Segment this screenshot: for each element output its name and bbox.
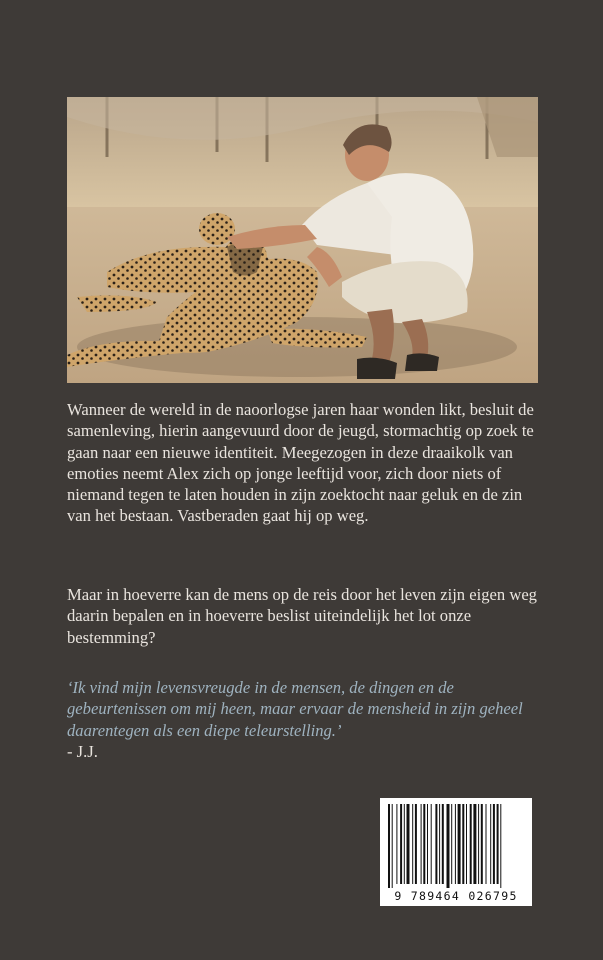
barcode-bar bbox=[481, 804, 483, 884]
barcode-bar bbox=[396, 804, 397, 884]
barcode-bar bbox=[493, 804, 495, 884]
barcode-bar bbox=[486, 804, 487, 884]
barcode-bar bbox=[423, 804, 425, 884]
barcode-bar bbox=[466, 804, 467, 884]
barcode-bar bbox=[490, 804, 491, 884]
barcode-bar bbox=[388, 804, 390, 888]
barcode-bar bbox=[458, 804, 461, 884]
barcode-bar bbox=[442, 804, 444, 884]
barcode-bar bbox=[497, 804, 499, 884]
barcode-bar bbox=[439, 804, 440, 884]
barcode-bar bbox=[455, 804, 456, 884]
barcode-bar bbox=[427, 804, 428, 884]
barcode-bar bbox=[404, 804, 405, 884]
barcode-bar bbox=[400, 804, 402, 884]
barcode-bar bbox=[407, 804, 410, 884]
barcode-bar bbox=[431, 804, 432, 884]
cover-photo bbox=[67, 97, 538, 383]
barcode-bar bbox=[473, 804, 476, 884]
isbn-barcode bbox=[380, 798, 532, 906]
barcode-bar bbox=[470, 804, 472, 884]
quote-attribution: - J.J. bbox=[67, 742, 98, 761]
blurb-paragraph-1: Wanneer de wereld in de naoorlogse jaren haar wonden likt, besluit de samenleving, hierin aangevuurd door de jeugd, stormachtig op zoek te gaan naar een nieuwe identiteit. Meegezogen in deze draaikolk van emoties neemt Alex zich op jonge leeftijd voor, zich door niets of niemand tegen te laten houden in zijn zoektocht naar geluk en de zin van het bestaan. Vastberaden gaat hij op weg. bbox=[67, 400, 534, 526]
barcode-bar bbox=[392, 804, 393, 888]
barcode-bars-icon bbox=[380, 798, 532, 888]
quote-text: ‘Ik vind mijn levensvreugde in de mensen, de dingen en de gebeurtenissen om mij heen, maar ervaar de mensheid in zijn geheel daarentegen als een diepe teleurstelling.’ bbox=[67, 678, 523, 740]
barcode-bar bbox=[500, 804, 501, 888]
barcode-bar bbox=[447, 804, 450, 888]
barcode-bar bbox=[462, 804, 464, 884]
barcode-bar bbox=[478, 804, 479, 884]
barcode-bar bbox=[412, 804, 413, 884]
barcode-bar bbox=[451, 804, 452, 884]
blurb-paragraph-2: Maar in hoeverre kan de mens op de reis door het leven zijn eigen weg daarin bepalen en in hoeverre beslist uiteindelijk het lot onze bestemming? bbox=[67, 585, 537, 647]
barcode-bar bbox=[421, 804, 422, 884]
isbn-number: 9 789464 026795 bbox=[394, 889, 518, 903]
barcode-bar bbox=[415, 804, 417, 884]
barcode-bar bbox=[435, 804, 437, 884]
